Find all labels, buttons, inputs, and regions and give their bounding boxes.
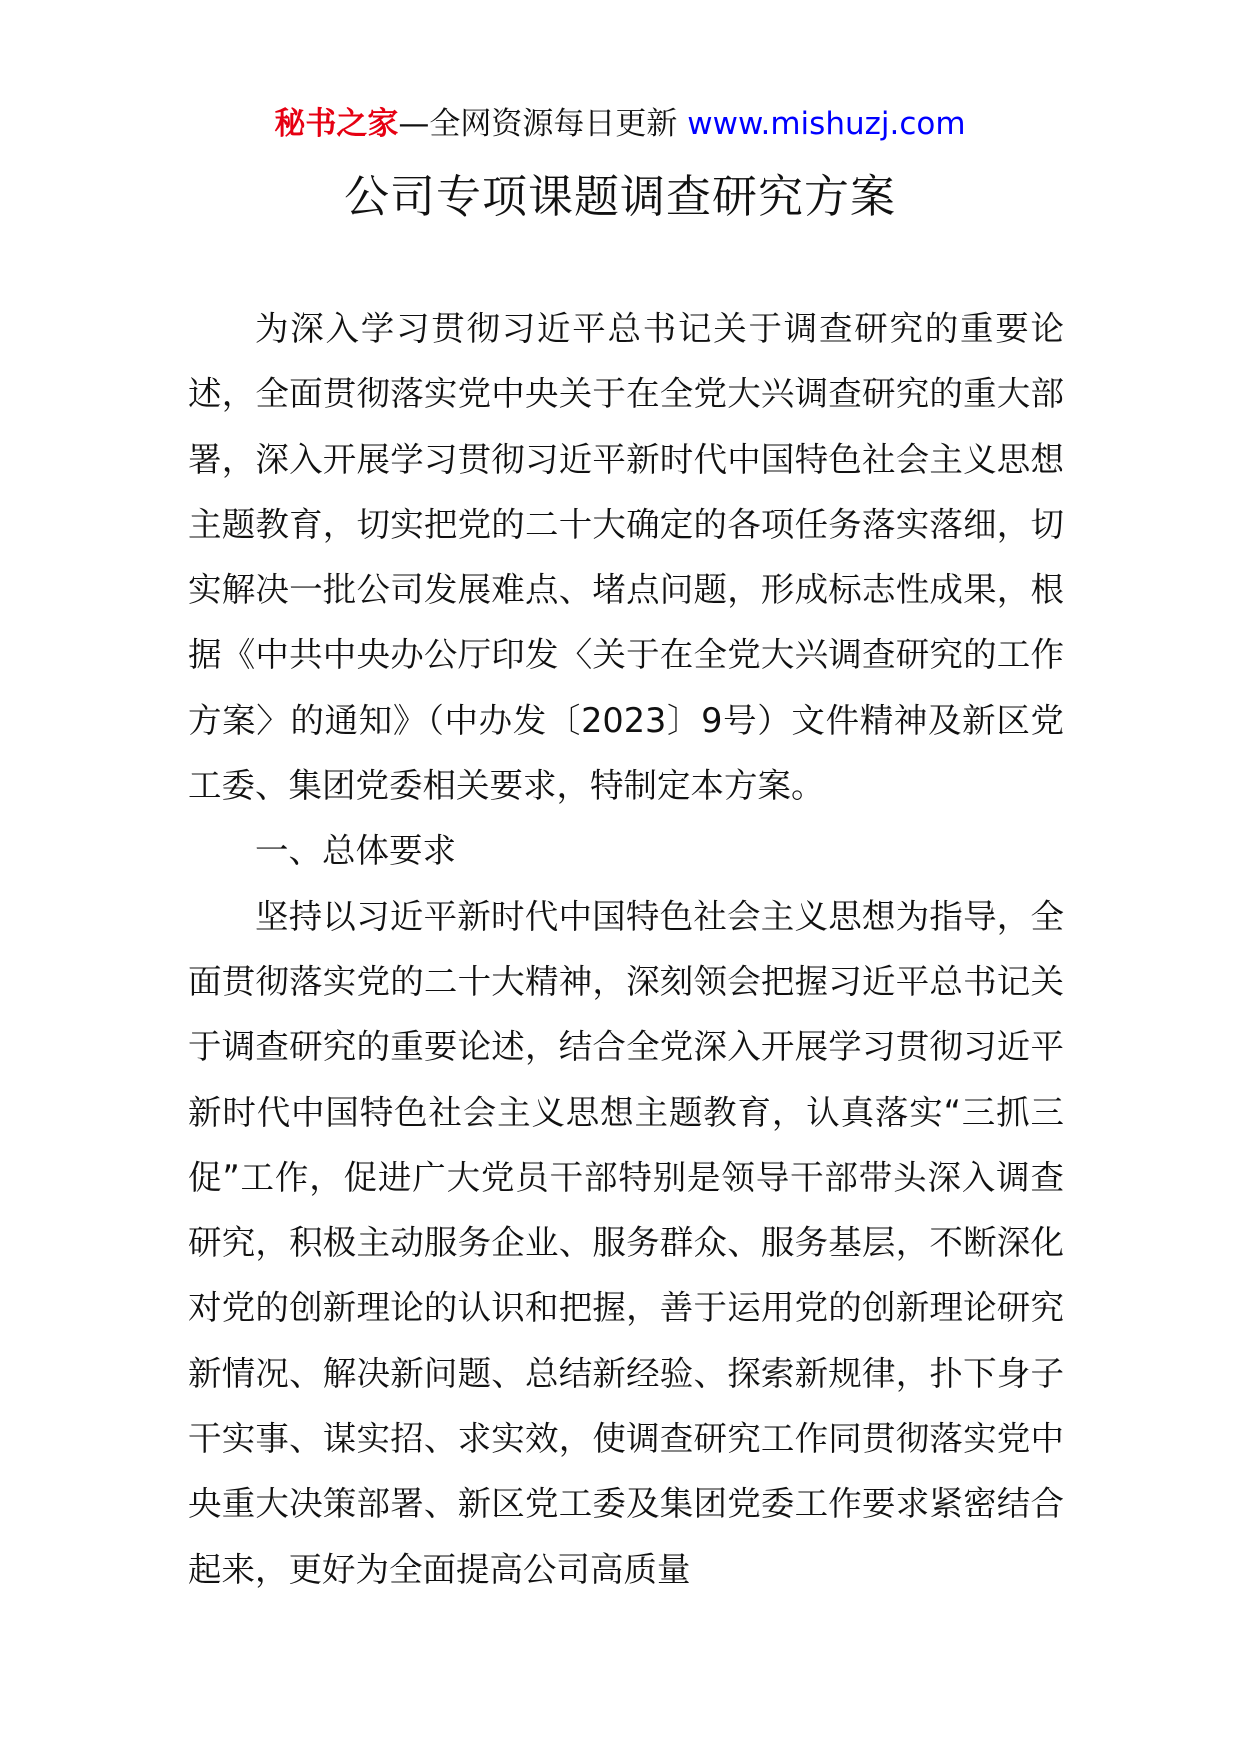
header-banner	[0, 102, 1240, 146]
website-link[interactable]: www.mishuzj.com	[687, 106, 966, 142]
document-body	[188, 296, 1064, 1602]
body-paragraph: 坚持以习近平新时代中国特色社会主义思想为指导，全面贯彻落实党的二十大精神，深刻领会把握习近平总书记关于调查研究的重要论述，结合全党深入开展学习贯彻习近平新时代中国特色社会主义思想主题教育，认真落实“三抓三促”工作，促进广大党员干部特别是领导干部带头深入调查研究，积极主动服务企业、服务群众、服务基层，不断深化对党的创新理论的认识和把握，善于运用党的创新理论研究新情况、解决新问题、总结新经验、探索新规律，扑下身子干实事、谋实招、求实效，使调查研究工作同贯彻落实党中央重大决策部署、新区党工委及集团党委工作要求紧密结合起来，更好为全面提高公司高质量	[188, 896, 1064, 1589]
section-heading: 一、总体要求	[255, 831, 456, 871]
intro-paragraph: 为深入学习贯彻习近平总书记关于调查研究的重要论述，全面贯彻落实党中央关于在全党大兴调查研究的重大部署，深入开展学习贯彻习近平新时代中国特色社会主义思想主题教育，切实把党的二十大确定的各项任务落实落细，切实解决一批公司发展难点、堵点问题，形成标志性成果，根据《中共中央办公厅印发〈关于在全党大兴调查研究的工作方案〉的通知》（中办发〔2023〕9号）文件精神及新区党工委、集团党委相关要求，特制定本方案。	[188, 309, 1064, 806]
document-title: 公司专项课题调查研究方案	[343, 170, 896, 223]
header-slogan: —全网资源每日更新	[398, 106, 678, 142]
brand-name: 秘书之家	[274, 106, 399, 142]
